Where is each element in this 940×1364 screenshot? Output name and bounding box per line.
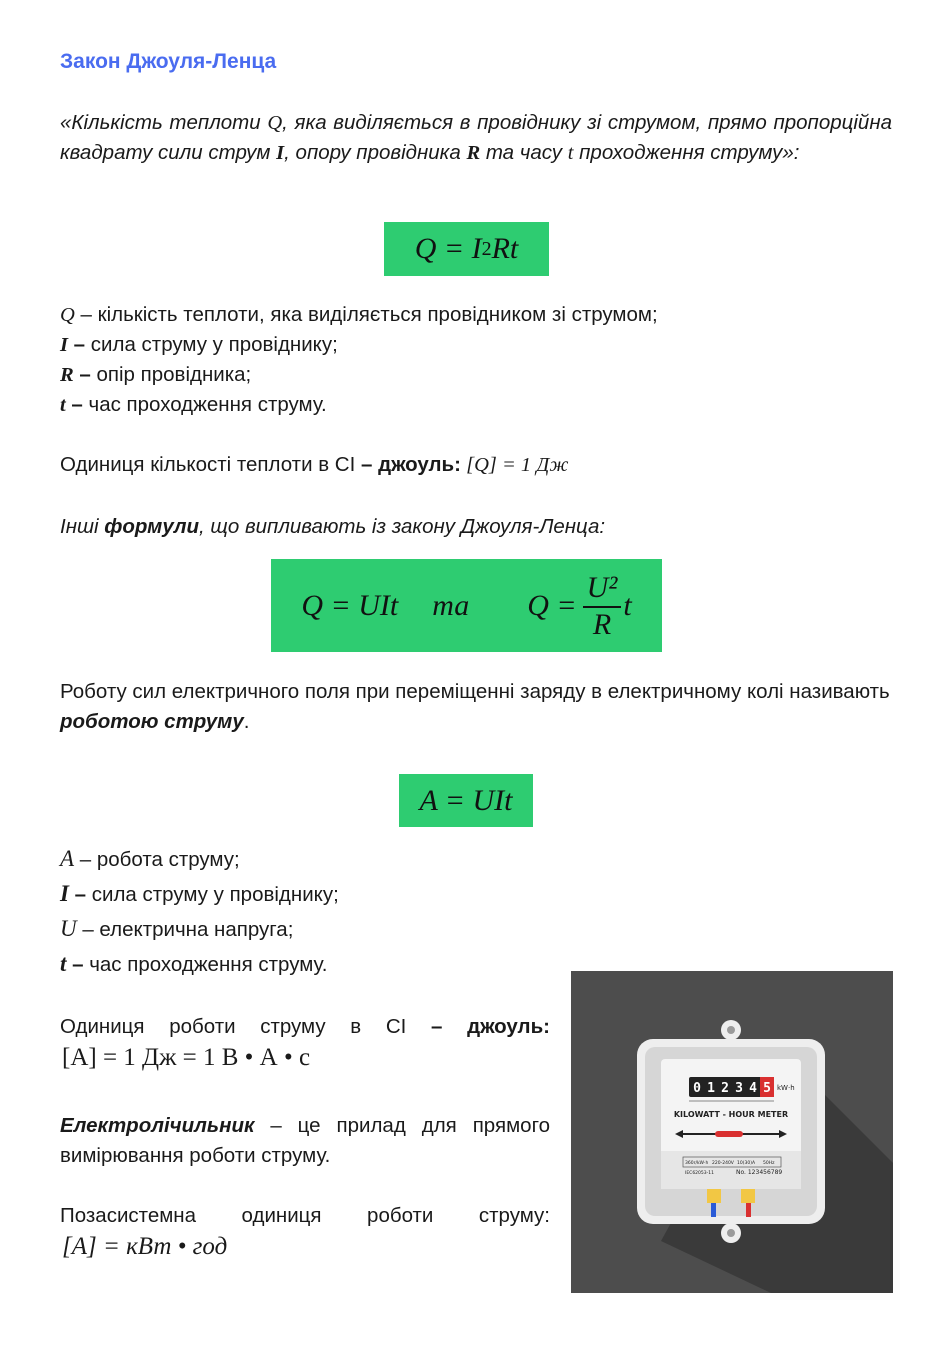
meter-label: KILOWATT - HOUR METER <box>673 1110 789 1119</box>
electricity-meter-illustration <box>571 971 893 1293</box>
counter-digit: 5 <box>763 1081 771 1096</box>
counter-digit: 4 <box>749 1081 757 1096</box>
unit-work-formula: [A] = 1 Дж = 1 В • А • с <box>62 1044 311 1071</box>
formula-work: A = UIt <box>399 774 533 827</box>
meter-unit: kW·h <box>777 1084 795 1092</box>
formula-joule-lenz: Q = I 2 Rt <box>384 222 549 276</box>
svg-text:220-240V: 220-240V <box>712 1161 734 1166</box>
counter-digit: 1 <box>707 1081 715 1096</box>
other-formulas-intro: Інші формули, що випливають із закону Джоуля-Ленца: <box>60 515 606 538</box>
fraction-u2-r: $\frac{\text{U²}}{R}$ <box>583 570 622 642</box>
meter-definition: Електролічильник – це прилад для прямого вимірювання роботи струму. <box>60 1114 550 1167</box>
offsystem-formula: [A] = кВт • год <box>62 1233 228 1260</box>
svg-text:10(30)A: 10(30)A <box>737 1161 756 1166</box>
svg-text:50Hz: 50Hz <box>763 1161 775 1166</box>
law-quote: «Кількість теплоти Q, яка виділяється в провіднику зі струмом, прямо пропорційна квадрату сили струм I, опору провідника R та часу t проходження струму»: <box>60 111 892 164</box>
counter-digit: 3 <box>735 1081 743 1096</box>
counter-digit: 2 <box>721 1081 729 1096</box>
svg-text:IEC62053-11: IEC62053-11 <box>685 1171 714 1176</box>
meter-icon <box>571 971 893 1293</box>
formula-other: Q = UIt та Q = $\frac{\text{U²}}{R}$ t <box>271 559 662 652</box>
work-definition: Роботу сил електричного поля при переміщенні заряду в електричному колі називають роботою струму. <box>60 680 890 733</box>
unit-heat: Одиниця кількості теплоти в СІ – джоуль: [Q] = 1 Дж <box>60 453 569 476</box>
svg-text:360r/kW·h: 360r/kW·h <box>685 1161 709 1166</box>
svg-text:No. 123456789: No. 123456789 <box>736 1169 783 1176</box>
offsystem-unit: Позасистемна одиниця роботи струму: <box>60 1204 550 1227</box>
page-title: Закон Джоуля-Ленца <box>60 50 277 73</box>
unit-work: Одиниця роботи струму в СІ – джоуль: <box>60 1015 550 1038</box>
counter-digit: 0 <box>693 1081 701 1096</box>
